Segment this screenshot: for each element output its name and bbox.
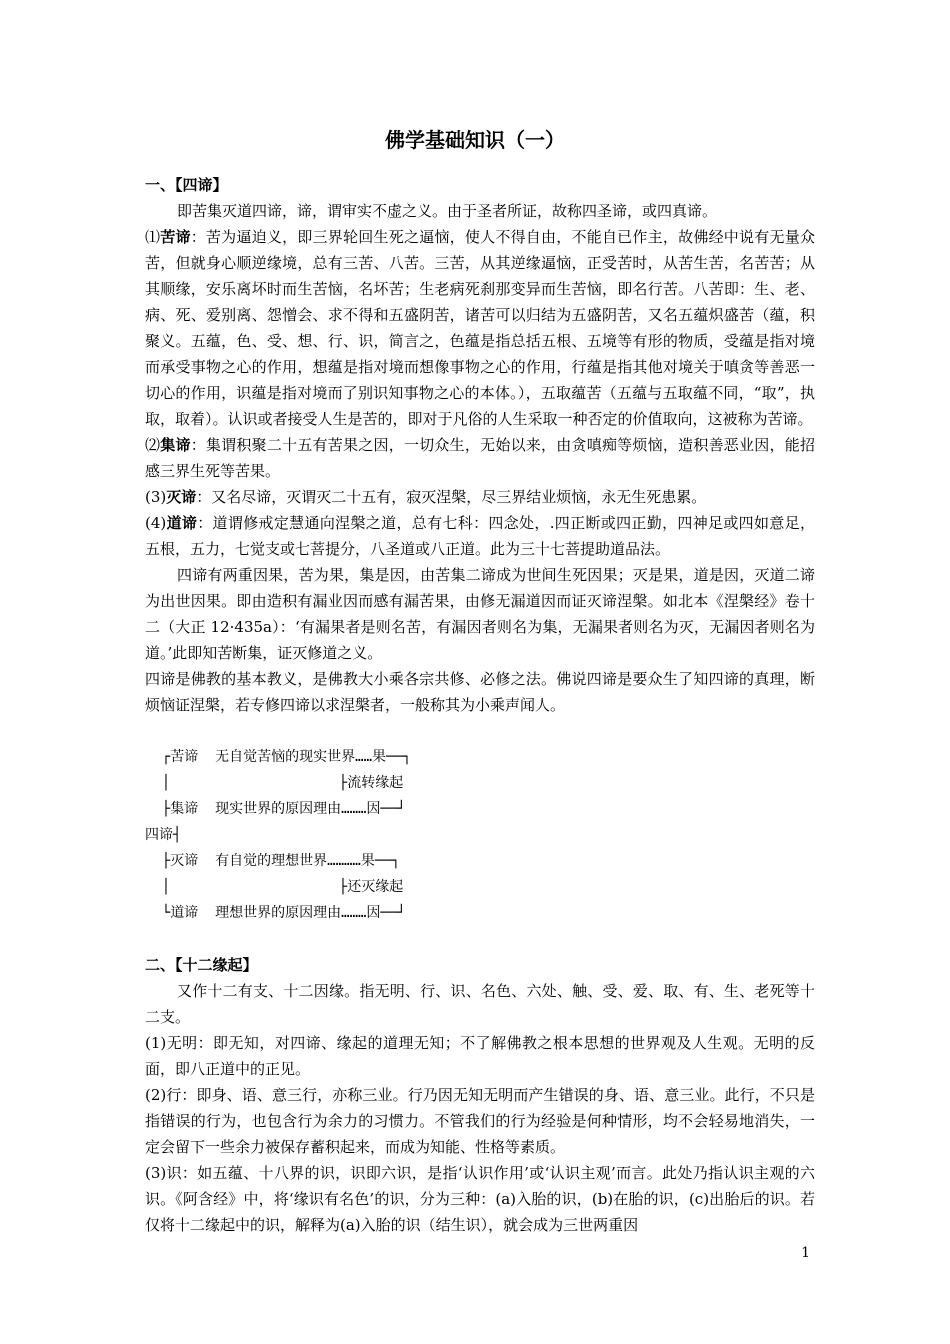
item-text: ：集谓积聚二十五有苦果之因，一切众生，无始以来，由贪嗔痴等烦恼，造积善恶业因，能招感三界生死等苦果。 <box>145 436 815 480</box>
diagram-line: │ ├流转缘起 <box>145 775 404 791</box>
diagram-line: │ ├还灭缘起 <box>145 879 404 895</box>
paragraph-basic: 四谛是佛教的基本教义，是佛教大小乘各宗共修、必修之法。佛说四谛是要众生了知四谛的真理，断烦恼证涅槃，若专修四谛以求涅槃者，一般称其为小乘声闻人。 <box>145 670 815 714</box>
diagram-line: ┌苦谛 无自觉苦恼的现实世界……果──┐ <box>145 749 412 765</box>
paragraph-intro: 又作十二有支、十二因缘。指无明、行、识、名色、六处、触、受、爱、取、有、生、老死等十二支。 <box>145 982 815 1026</box>
item-number: ⑵ <box>145 436 161 454</box>
paragraph-causes: 四谛有两重因果，苦为果，集是因，由苦集二谛成为世间生死因果；灭是果，道是因，灭道二谛为出世因果。即由造积有漏业因而感有漏苦果，由修无漏道因而证灭谛涅槃。如北本《涅槃经》卷十二（大正 12·435a）：‘有漏果者是则名苦，有漏因者则名为集，无漏果者则名为灭，无漏因者则名为道。’此即知苦断集，证灭修道之义。 <box>145 566 815 662</box>
item-term: 道谛 <box>166 514 198 532</box>
diagram-line: └道谛 理想世界的原因理由………因──┘ <box>145 905 406 921</box>
item-consciousness: (3)识：如五蕴、十八界的识，识即六识，是指‘认识作用’或‘认识主观’而言。此处乃指认识主观的六识。《阿含经》中，将‘缘识有名色’的识，分为三种：(a)入胎的识，(b)在胎的识，(c)出胎后的识。若仅将十二缘起中的识，解释为(a)入胎的识（结生识），就会成为三世两重因 <box>145 1164 815 1234</box>
item-origin <box>145 432 815 484</box>
item-term: 灭谛 <box>166 488 197 506</box>
diagram-line: ├灭谛 有自觉的理想世界…………果──┐ <box>145 853 401 869</box>
item-text: ：又名尽谛，灭谓灭二十五有，寂灭涅槃，尽三界结业烦恼，永无生死患累。 <box>196 488 707 506</box>
paragraph-intro: 即苦集灭道四谛，谛，谓审实不虚之义。由于圣者所证，故称四圣谛，或四真谛。 <box>177 202 718 220</box>
item-term: 集谛 <box>160 436 191 454</box>
document-body <box>145 172 815 1238</box>
item-number: (4) <box>145 514 167 532</box>
section-heading-four-truths: 一、【四谛】 <box>145 176 228 194</box>
item-formation: (2)行：即身、语、意三行，亦称三业。行乃因无知无明而产生错误的身、语、意三业。此行，不只是指错误的行为，也包含行为余力的习惯力。不管我们的行为经验是何种情形，均不会轻易地消失，一定会留下一些余力被保存蓄积起来，而成为知能、性格等素质。 <box>145 1086 815 1156</box>
four-truths-diagram <box>145 744 815 926</box>
item-text: ：苦为逼迫义，即三界轮回生死之逼恼，使人不得自由，不能自已作主，故佛经中说有无量众苦，但就身心顺逆缘境，总有三苦、八苦。三苦，从其逆缘逼恼，正受苦时，从苦生苦，名苦苦；从其顺缘，安乐离坏时而生苦恼，名坏苦；生老病死刹那变异而生苦恼，即名行苦。八苦即：生、老、病、死、爱别离、怨憎会、求不得和五盛阴苦，诸苦可以归结为五盛阴苦，又名五蕴炽盛苦（蕴，积聚义。五蕴，色、受、想、行、识，简言之，色蕴是指总括五根、五境等有形的物质，受蕴是指对境而承受事物之心的作用，想蕴是指对境而想像事物之心的作用，行蕴是指其他对境关于嗔贪等善恶一切心的作用，识蕴是指对境而了别识知事物之心的本体。），五取蕴苦（五蕴与五取蕴不同，“取”，执取，取着）。认识或者接受人生是苦的，即对于凡俗的人生采取一种否定的价值取向，这被称为苦谛。 <box>145 228 815 428</box>
item-text: ：道谓修戒定慧通向涅槃之道，总有七科：四念处，.四正断或四正勤，四神足或四如意足，五根，五力，七觉支或七菩提分，八圣道或八正道。此为三十七菩提助道品法。 <box>145 514 815 558</box>
item-number: ⑴ <box>145 228 161 246</box>
page-title: 佛学基础知识（一） <box>385 128 565 152</box>
item-term: 苦谛 <box>160 228 191 246</box>
diagram-line: 四谛┤ <box>145 827 182 843</box>
item-ignorance: (1)无明：即无知，对四谛、缘起的道理无知；不了解佛教之根本思想的世界观及人生观。无明的反面，即八正道中的正见。 <box>145 1034 815 1078</box>
section-heading-twelve-links: 二、【十二缘起】 <box>145 956 258 974</box>
item-suffering <box>145 224 815 432</box>
item-path <box>145 510 815 562</box>
item-number: (3) <box>145 488 167 506</box>
item-cessation <box>145 484 815 510</box>
diagram-line: ├集谛 现实世界的原因理由………因──┘ <box>145 801 406 817</box>
page-number: 1 <box>801 1245 810 1261</box>
